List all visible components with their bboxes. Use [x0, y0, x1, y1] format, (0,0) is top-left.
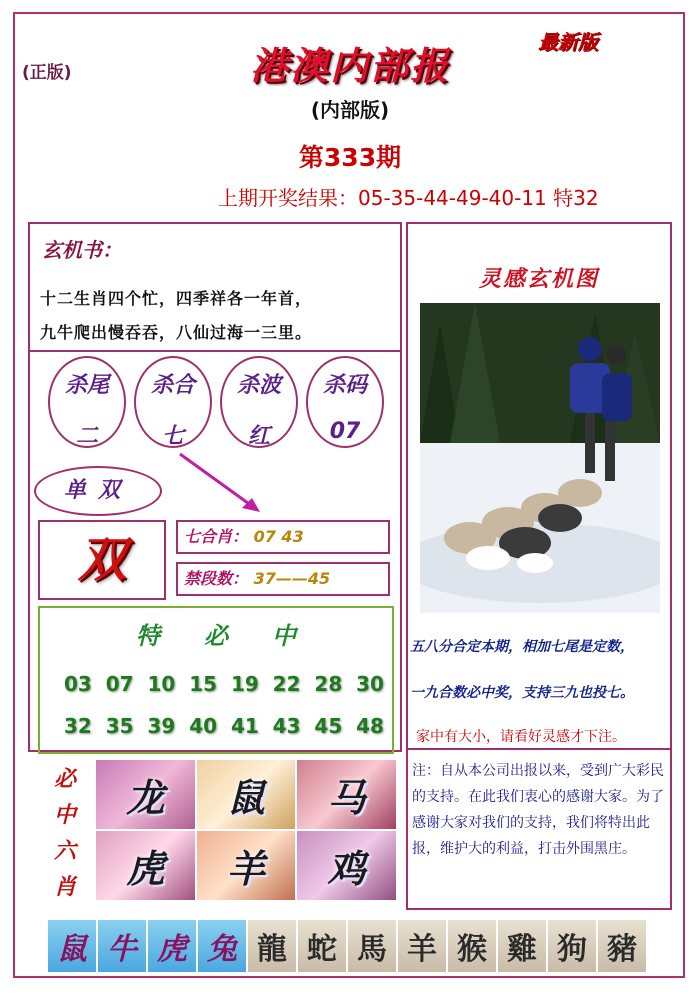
zodiac-tile: 虎 — [148, 920, 196, 972]
oval-value: 二 — [75, 424, 98, 449]
oval-value: 红 — [247, 424, 270, 449]
hint-red: 家中有大小，请看好灵感才下注。 — [416, 729, 626, 745]
zodiac-cell: 鸡 — [297, 831, 396, 900]
zodiac-tile: 狗 — [548, 920, 596, 972]
notice-text: 注：自从本公司出报以来，受到广大彩民的支持。在此我们衷心的感谢大家。为了感谢大家对我们的支持，我们将特出此报，维护大的利益，打击外围黑庄。 — [412, 763, 664, 857]
heshu-label: 禁段数： — [184, 569, 249, 588]
label-char: 肖 — [53, 875, 76, 900]
latest-tag: 最新版 — [538, 30, 598, 54]
zodiac-bar — [48, 920, 648, 972]
label-char: 中 — [53, 803, 76, 828]
oval-code — [306, 356, 384, 448]
heshu-value: 37——45 — [253, 569, 331, 588]
edition-tag: (正版) — [22, 63, 72, 83]
special-title: 特必中 — [136, 622, 340, 650]
number: 15 — [189, 672, 218, 696]
zodiac-cell: 虎 — [96, 831, 195, 900]
number: 30 — [356, 672, 384, 696]
qihe-value: 07 43 — [253, 527, 304, 546]
number: 45 — [314, 714, 343, 738]
number-row-2 — [64, 714, 384, 738]
even-box: 双 — [38, 520, 166, 600]
number: 10 — [147, 672, 176, 696]
number: 41 — [230, 714, 259, 738]
number: 40 — [189, 714, 218, 738]
heshu-box — [176, 562, 390, 596]
zodiac-tile: 雞 — [498, 920, 546, 972]
zodiac-tile: 馬 — [348, 920, 396, 972]
last-result: 上期开奖结果：05-35-44-49-40-11 特32 — [218, 186, 599, 210]
zodiac-tile: 牛 — [98, 920, 146, 972]
oval-key: 杀尾 — [64, 373, 109, 398]
number: 32 — [64, 714, 92, 738]
xuanji-title: 玄机书： — [42, 238, 122, 262]
number: 28 — [314, 672, 343, 696]
odd-even-oval: 单双 — [34, 466, 162, 516]
oval-wave — [220, 356, 298, 448]
label-char: 六 — [53, 839, 76, 864]
divider — [28, 350, 402, 352]
zodiac-tile: 兔 — [198, 920, 246, 972]
qihe-box — [176, 520, 390, 554]
oval-key: 杀合 — [150, 373, 195, 398]
zodiac-cell: 羊 — [197, 831, 296, 900]
zodiac-tile: 羊 — [398, 920, 446, 972]
poem-line-2: 九牛爬出慢吞吞，八仙过海一三里。 — [40, 323, 313, 342]
oval-key: 杀码 — [322, 373, 367, 398]
sled-dog-photo — [420, 303, 660, 613]
number: 19 — [230, 672, 259, 696]
oval-key: 杀波 — [236, 373, 281, 398]
zodiac-tile: 鼠 — [48, 920, 96, 972]
divider — [406, 748, 672, 750]
label-char: 必 — [53, 767, 76, 792]
oval-value: 07 — [329, 419, 361, 444]
zodiac-tile: 龍 — [248, 920, 296, 972]
poem-line-1: 十二生肖四个忙，四季祥各一年首， — [40, 289, 313, 308]
zodiac-tile: 豬 — [598, 920, 646, 972]
special-numbers-box — [38, 606, 394, 754]
zodiac-cell: 鼠 — [197, 760, 296, 829]
number: 48 — [356, 714, 384, 738]
number: 39 — [147, 714, 176, 738]
oval-he — [134, 356, 212, 448]
zodiac-tile: 猴 — [448, 920, 496, 972]
inspiration-title: 灵感玄机图 — [478, 267, 599, 292]
number: 22 — [272, 672, 301, 696]
zodiac-tile: 蛇 — [298, 920, 346, 972]
qihe-label: 七合肖： — [184, 527, 249, 546]
number: 35 — [105, 714, 134, 738]
number: 43 — [272, 714, 301, 738]
number: 03 — [64, 672, 92, 696]
number-row-1 — [64, 672, 384, 696]
hint-line-1: 五八分合定本期，相加七尾是定数， — [410, 639, 634, 655]
six-zodiac-label — [48, 762, 82, 906]
page-subtitle: (内部版) — [310, 98, 390, 122]
issue-number: 第333期 — [298, 143, 402, 172]
arrow-icon — [170, 448, 270, 518]
oval-value: 七 — [161, 424, 184, 449]
oval-tail — [48, 356, 126, 448]
zodiac-cell: 马 — [297, 760, 396, 829]
number: 07 — [105, 672, 134, 696]
zodiac-grid — [96, 760, 396, 900]
page-title: 港澳内部报 — [249, 44, 450, 88]
hint-line-2: 一九合数必中奖，支持三九也投七。 — [410, 685, 634, 701]
zodiac-cell: 龙 — [96, 760, 195, 829]
